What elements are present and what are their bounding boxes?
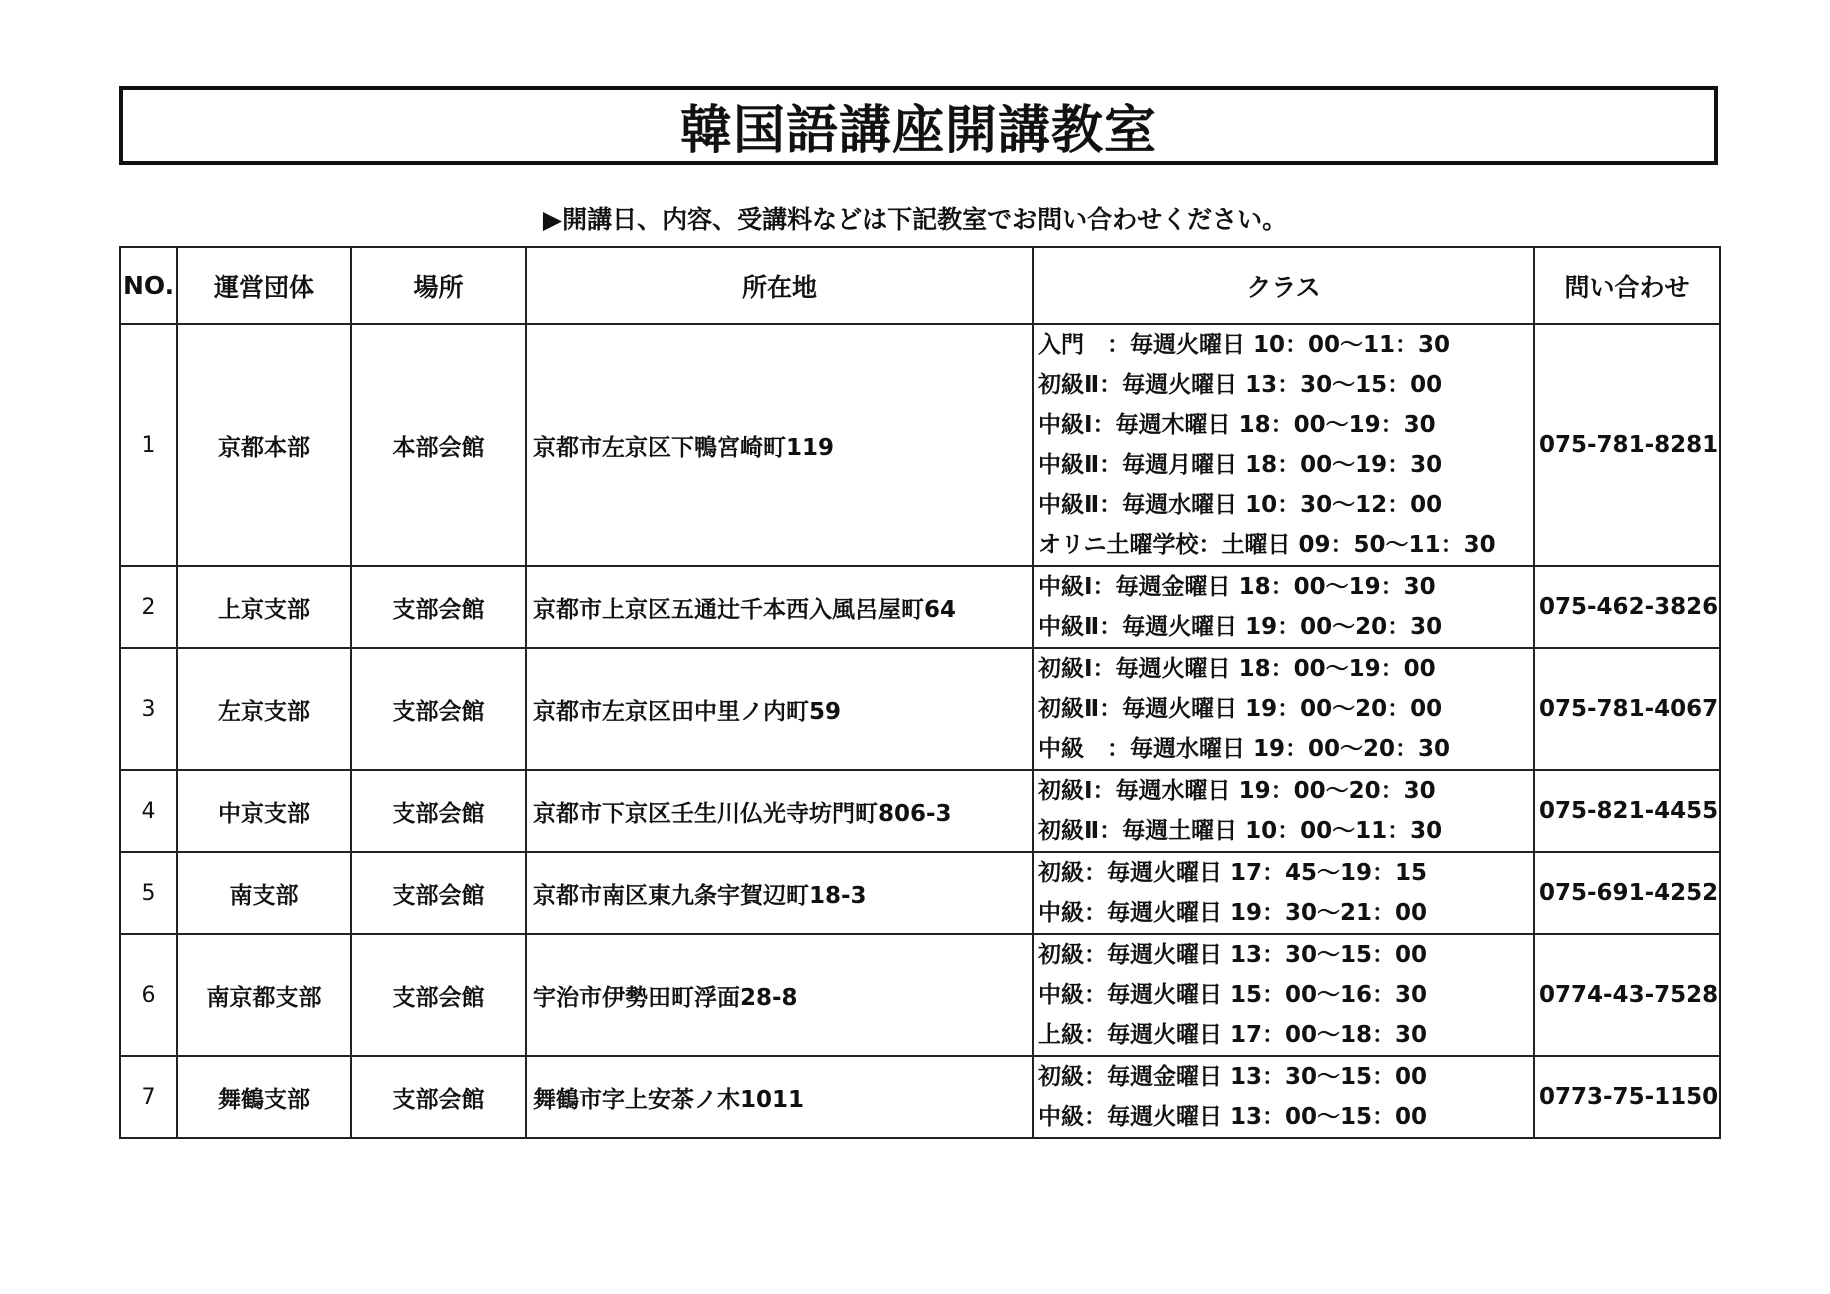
table-row bbox=[120, 1056, 1720, 1138]
class-schedule-line: 初級Ⅰ：毎週水曜日 19：00～20：30 bbox=[1038, 778, 1436, 804]
address: 舞鶴市字上安茶ノ木1011 bbox=[526, 1056, 1033, 1138]
org-name: 京都本部 bbox=[177, 324, 351, 566]
class-schedule-line: 中級：毎週火曜日 13：00～15：00 bbox=[1038, 1104, 1428, 1130]
place-name: 支部会館 bbox=[351, 1056, 526, 1138]
header-class: クラス bbox=[1033, 247, 1534, 324]
class-schedule-line: 入門 ：毎週火曜日 10：00～11：30 bbox=[1038, 332, 1451, 358]
address: 京都市左京区下鴨宮崎町119 bbox=[526, 324, 1033, 566]
org-name: 南支部 bbox=[177, 852, 351, 934]
classroom-table bbox=[119, 246, 1721, 1139]
row-number: 3 bbox=[120, 648, 177, 770]
place-name: 支部会館 bbox=[351, 852, 526, 934]
place-name: 本部会館 bbox=[351, 324, 526, 566]
row-number: 7 bbox=[120, 1056, 177, 1138]
phone-number: 075-691-4252 bbox=[1534, 852, 1720, 934]
row-number: 1 bbox=[120, 324, 177, 566]
class-schedule-cell bbox=[1033, 1056, 1534, 1138]
phone-number: 0774-43-7528 bbox=[1534, 934, 1720, 1056]
place-name: 支部会館 bbox=[351, 770, 526, 852]
phone-number: 075-781-8281 bbox=[1534, 324, 1720, 566]
address: 京都市上京区五通辻千本西入風呂屋町64 bbox=[526, 566, 1033, 648]
class-schedule-line: 初級：毎週火曜日 13：30～15：00 bbox=[1038, 942, 1428, 968]
class-schedule-cell bbox=[1033, 770, 1534, 852]
row-number: 4 bbox=[120, 770, 177, 852]
table-row bbox=[120, 770, 1720, 852]
place-name: 支部会館 bbox=[351, 648, 526, 770]
org-name: 中京支部 bbox=[177, 770, 351, 852]
table-row bbox=[120, 852, 1720, 934]
class-schedule-cell bbox=[1033, 934, 1534, 1056]
row-number: 2 bbox=[120, 566, 177, 648]
place-name: 支部会館 bbox=[351, 566, 526, 648]
class-schedule-line: 中級：毎週火曜日 19：30～21：00 bbox=[1038, 900, 1428, 926]
org-name: 左京支部 bbox=[177, 648, 351, 770]
header-place: 場所 bbox=[351, 247, 526, 324]
table-row bbox=[120, 934, 1720, 1056]
class-schedule-line: オリニ土曜学校：土曜日 09：50～11：30 bbox=[1038, 532, 1496, 558]
header-no: NO. bbox=[120, 247, 177, 324]
class-schedule-line: 初級Ⅱ：毎週火曜日 13：30～15：00 bbox=[1038, 372, 1443, 398]
phone-number: 075-821-4455 bbox=[1534, 770, 1720, 852]
table-body bbox=[120, 324, 1720, 1138]
class-schedule-cell bbox=[1033, 324, 1534, 566]
class-schedule-line: 初級Ⅰ：毎週火曜日 18：00～19：00 bbox=[1038, 656, 1436, 682]
class-schedule-line: 初級Ⅱ：毎週土曜日 10：00～11：30 bbox=[1038, 818, 1443, 844]
address: 京都市南区東九条宇賀辺町18-3 bbox=[526, 852, 1033, 934]
class-schedule-line: 初級Ⅱ：毎週火曜日 19：00～20：00 bbox=[1038, 696, 1443, 722]
header-contact: 問い合わせ bbox=[1534, 247, 1720, 324]
row-number: 6 bbox=[120, 934, 177, 1056]
org-name: 南京都支部 bbox=[177, 934, 351, 1056]
class-schedule-line: 初級：毎週金曜日 13：30～15：00 bbox=[1038, 1064, 1428, 1090]
class-schedule-line: 中級：毎週火曜日 15：00～16：30 bbox=[1038, 982, 1428, 1008]
class-schedule-line: 中級Ⅱ：毎週水曜日 10：30～12：00 bbox=[1038, 492, 1443, 518]
class-schedule-line: 初級：毎週火曜日 17：45～19：15 bbox=[1038, 860, 1428, 886]
class-schedule-line: 上級：毎週火曜日 17：00～18：30 bbox=[1038, 1022, 1428, 1048]
header-org: 運営団体 bbox=[177, 247, 351, 324]
class-schedule-line: 中級Ⅰ：毎週木曜日 18：00～19：30 bbox=[1038, 412, 1436, 438]
page-title: 韓国語講座開講教室 bbox=[679, 101, 1157, 161]
org-name: 上京支部 bbox=[177, 566, 351, 648]
org-name: 舞鶴支部 bbox=[177, 1056, 351, 1138]
notice-text: ▶開講日、内容、受講料などは下記教室でお問い合わせください。 bbox=[542, 205, 1288, 234]
class-schedule-cell bbox=[1033, 648, 1534, 770]
table-header-row bbox=[120, 247, 1720, 324]
class-schedule-line: 中級 ：毎週水曜日 19：00～20：30 bbox=[1038, 736, 1451, 762]
phone-number: 075-462-3826 bbox=[1534, 566, 1720, 648]
address: 宇治市伊勢田町浮面28-8 bbox=[526, 934, 1033, 1056]
class-schedule-line: 中級Ⅱ：毎週月曜日 18：00～19：30 bbox=[1038, 452, 1443, 478]
class-schedule-cell bbox=[1033, 566, 1534, 648]
table-row bbox=[120, 324, 1720, 566]
phone-number: 075-781-4067 bbox=[1534, 648, 1720, 770]
class-schedule-line: 中級Ⅰ：毎週金曜日 18：00～19：30 bbox=[1038, 574, 1436, 600]
table-row bbox=[120, 566, 1720, 648]
header-address: 所在地 bbox=[526, 247, 1033, 324]
table-row bbox=[120, 648, 1720, 770]
class-schedule-line: 中級Ⅱ：毎週火曜日 19：00～20：30 bbox=[1038, 614, 1443, 640]
class-schedule-cell bbox=[1033, 852, 1534, 934]
address: 京都市左京区田中里ノ内町59 bbox=[526, 648, 1033, 770]
address: 京都市下京区壬生川仏光寺坊門町806-3 bbox=[526, 770, 1033, 852]
row-number: 5 bbox=[120, 852, 177, 934]
place-name: 支部会館 bbox=[351, 934, 526, 1056]
phone-number: 0773-75-1150 bbox=[1534, 1056, 1720, 1138]
title-box bbox=[119, 86, 1718, 165]
